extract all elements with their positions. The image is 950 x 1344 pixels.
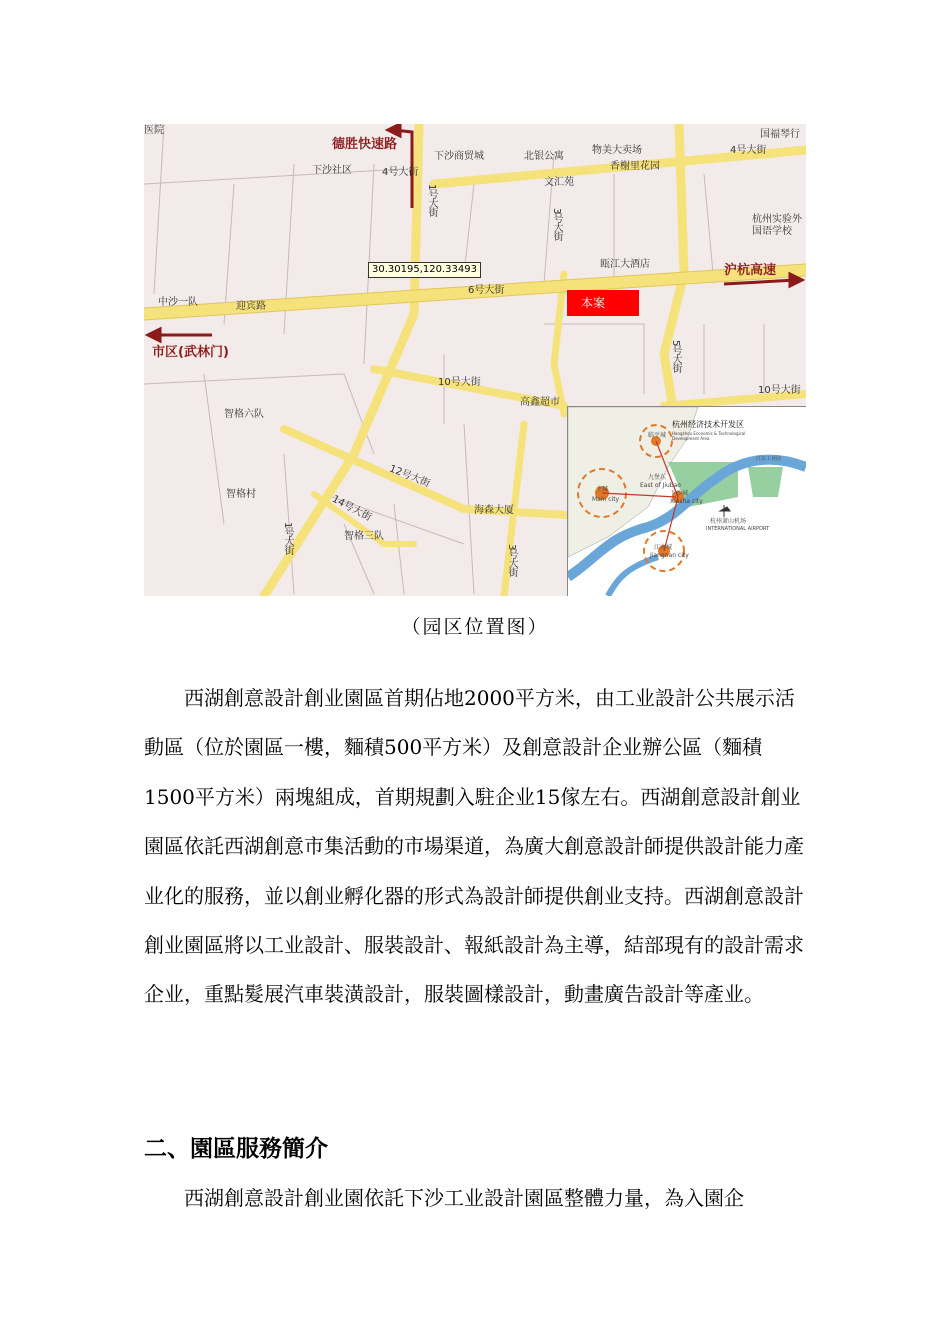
- map-label-ave6: 6号大街: [468, 285, 505, 296]
- map-label-xiasha-community: 下沙社区: [312, 165, 352, 176]
- map-label-gaoxin: 高鑫超市: [520, 397, 560, 408]
- project-location-tag: 本案: [567, 290, 639, 316]
- section-heading: 二、園區服務簡介: [144, 1136, 328, 1162]
- figure-caption: （园区位置图）: [401, 616, 549, 638]
- inset-label-jiangnan-en: Jiangnan city: [650, 552, 689, 559]
- inset-label-jiangnan: 江南城: [654, 544, 673, 551]
- inset-label-airport-en: INTERNATIONAL AIRPORT: [706, 526, 770, 532]
- map-label-xiangshuli: 香榭里花园: [610, 161, 660, 172]
- map-label-ave1-top: 1号大街: [426, 184, 437, 217]
- inset-label-jiubao-en: East of Jiubao: [640, 482, 681, 489]
- map-label-guofu: 国福琴行: [760, 129, 800, 140]
- inset-map: [567, 406, 806, 596]
- map-label-city-wulinmen: 市区(武林门): [152, 345, 229, 360]
- inset-label-xiasha-en: Xiasha city: [670, 498, 703, 505]
- map-label-ave4-right: 4号大街: [730, 145, 767, 156]
- location-map: [144, 124, 806, 596]
- map-label-ave12: 12号大街: [387, 463, 432, 490]
- map-label-hanghu-expressway: 沪杭高速: [724, 263, 777, 278]
- map-label-zhige3: 智格三队: [344, 531, 384, 542]
- map-label-hz-school: 杭州实验外国语学校: [752, 214, 802, 237]
- body-paragraph-2: 西湖創意設計創业園依託下沙工业設計園區整體力量，為入園企: [184, 1186, 744, 1210]
- map-label-desheng-road: 德胜快速路: [332, 137, 398, 152]
- map-label-xiasha-mall: 下沙商贸城: [434, 151, 484, 162]
- map-label-ave5: 5号大街: [670, 340, 681, 373]
- map-label-zhige6: 智格六队: [224, 409, 264, 420]
- inset-label-linping: 临平城: [648, 432, 667, 439]
- map-label-beiyin: 北银公寓: [524, 151, 564, 162]
- map-label-ave3-bottom: 3号大街: [506, 544, 517, 577]
- map-label-wenhuiyuan: 文汇苑: [544, 177, 574, 188]
- map-label-wumei: 物美大卖场: [592, 145, 642, 156]
- inset-subtitle: Hangzhou Economic & Technological Development Area: [672, 431, 746, 441]
- map-label-oujiang: 瓯江大酒店: [600, 259, 650, 270]
- coordinate-tooltip: 30.30195,120.33493: [368, 262, 481, 278]
- inset-label-airport: 杭州萧山机场: [710, 518, 747, 525]
- map-label-ave10-right: 10号大街: [758, 385, 801, 396]
- map-label-haisen: 海森大厦: [474, 505, 514, 516]
- inset-label-main-city-en: Main city: [592, 496, 620, 503]
- map-label-zhige-village: 智格村: [226, 489, 256, 500]
- inset-label-jiubao: 九堡东: [648, 474, 667, 481]
- map-label-zhongsha: 中沙一队: [158, 297, 198, 308]
- map-label-yingbin: 迎宾路: [236, 301, 266, 312]
- map-label-ave1-bottom: 1号大街: [282, 522, 293, 555]
- map-label-ave14: 14号大街: [330, 493, 374, 524]
- map-label-ave3: 3号大街: [551, 208, 562, 241]
- inset-label-xiasha: 下沙城: [670, 490, 689, 497]
- map-label-hospital: 医院: [144, 125, 164, 136]
- inset-label-dongjiang: 江东工业园: [756, 456, 782, 462]
- inset-title: 杭州经济技术开发区: [672, 420, 744, 429]
- body-paragraph-1: 西湖創意設計創业園區首期佔地2000平方米，由工业設計公共展示活動區（位於園區一樓，麵積500平方米）及創意設計企业辦公區（麵積1500平方米）兩塊組成，首期規劃入駐企业15傢左右。西湖創意設計創业園區依託西湖創意市集活動的市場渠道，為廣大創意設計師提供設計能力產业化的服務，並以創业孵化器的形式為設計師提供創业支持。西湖創意設計創业園區將以工业設計、服裝設計、報紙設計為主導，結部現有的設計需求企业，重點髮展汽車裝潢設計，服裝圖樣設計，動畫廣告設計等產业。: [144, 686, 804, 1007]
- inset-label-main-city: 主城: [596, 486, 609, 493]
- map-label-ave10-left: 10号大街: [438, 377, 481, 388]
- map-label-ave4-left: 4号大街: [382, 167, 419, 178]
